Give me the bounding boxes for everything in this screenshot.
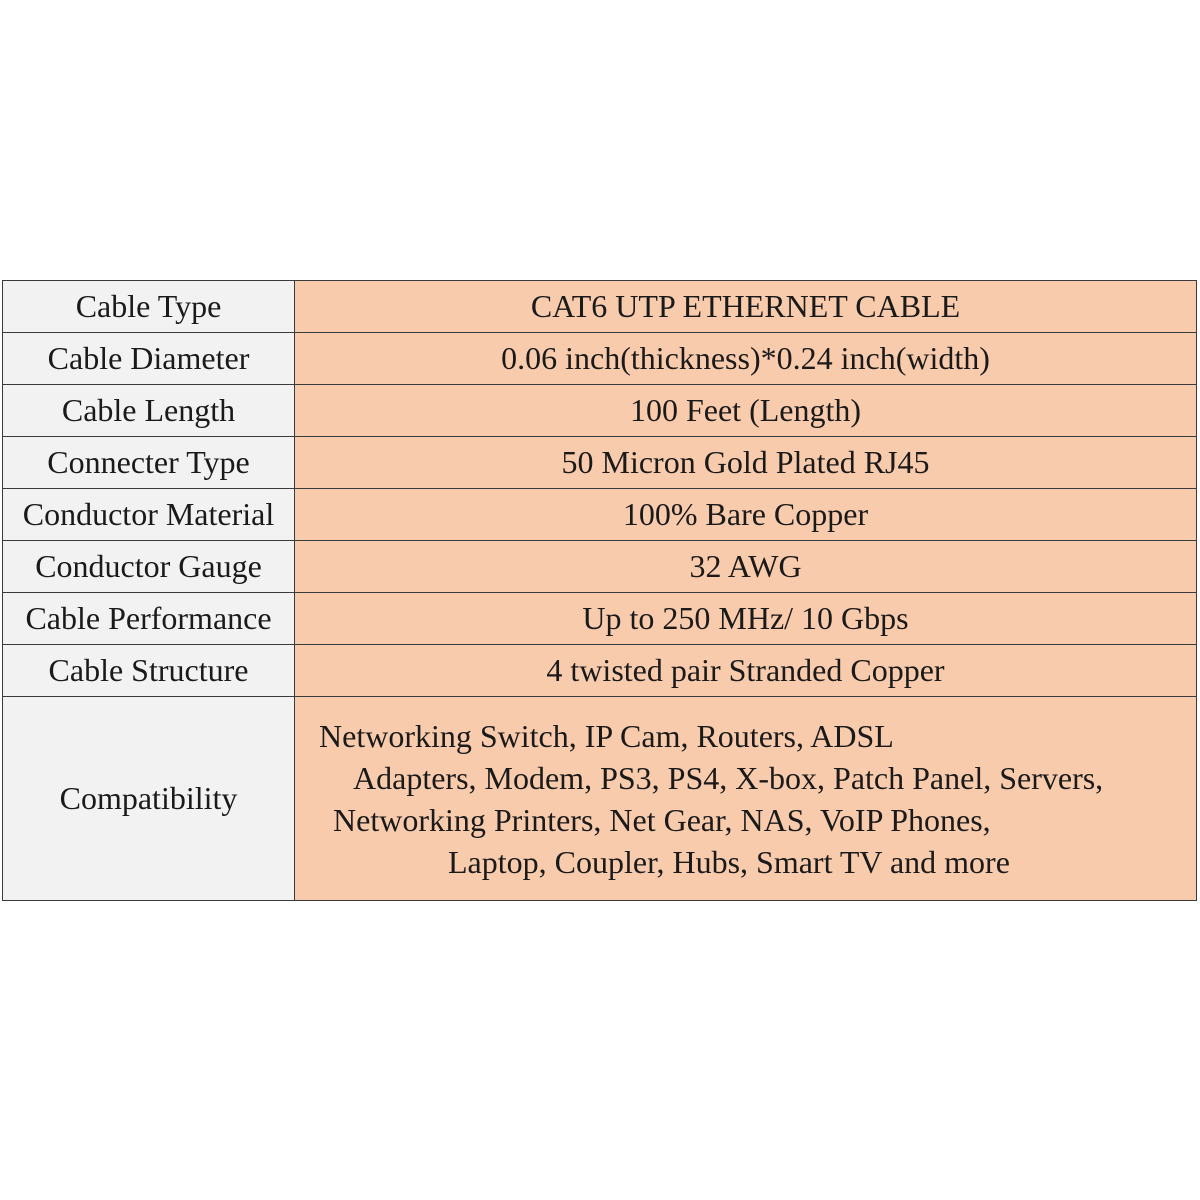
- table-row: [3, 541, 1197, 593]
- table-row: [3, 645, 1197, 697]
- table-row: [3, 489, 1197, 541]
- spec-value-cable-performance: Up to 250 MHz/ 10 Gbps: [295, 593, 1197, 645]
- spec-value-cable-diameter: 0.06 inch(thickness)*0.24 inch(width): [295, 333, 1197, 385]
- spec-label-cable-structure: Cable Structure: [3, 645, 295, 697]
- table-row: [3, 697, 1197, 901]
- table-row: [3, 385, 1197, 437]
- spec-value-cable-type: CAT6 UTP ETHERNET CABLE: [295, 281, 1197, 333]
- spec-label-conductor-material: Conductor Material: [3, 489, 295, 541]
- table-row: [3, 437, 1197, 489]
- compatibility-line: Adapters, Modem, PS3, PS4, X-box, Patch Panel, Servers,: [353, 759, 1104, 796]
- spec-value-compatibility: [295, 697, 1197, 901]
- spec-value-conductor-material: 100% Bare Copper: [295, 489, 1197, 541]
- spec-label-cable-length: Cable Length: [3, 385, 295, 437]
- table-row: [3, 593, 1197, 645]
- spec-value-cable-length: 100 Feet (Length): [295, 385, 1197, 437]
- spec-label-cable-type: Cable Type: [3, 281, 295, 333]
- spec-value-conductor-gauge: 32 AWG: [295, 541, 1197, 593]
- compatibility-line: Laptop, Coupler, Hubs, Smart TV and more: [448, 843, 1010, 880]
- spec-table: [2, 280, 1197, 901]
- spec-value-connecter-type: 50 Micron Gold Plated RJ45: [295, 437, 1197, 489]
- spec-label-cable-performance: Cable Performance: [3, 593, 295, 645]
- spec-label-compatibility: Compatibility: [3, 697, 295, 901]
- compatibility-line: Networking Switch, IP Cam, Routers, ADSL: [319, 717, 894, 754]
- spec-value-cable-structure: 4 twisted pair Stranded Copper: [295, 645, 1197, 697]
- spec-label-conductor-gauge: Conductor Gauge: [3, 541, 295, 593]
- compatibility-line: Networking Printers, Net Gear, NAS, VoIP Phones,: [333, 801, 991, 838]
- table-row: [3, 281, 1197, 333]
- table-row: [3, 333, 1197, 385]
- spec-label-cable-diameter: Cable Diameter: [3, 333, 295, 385]
- compatibility-lines: [295, 715, 1196, 883]
- spec-label-connecter-type: Connecter Type: [3, 437, 295, 489]
